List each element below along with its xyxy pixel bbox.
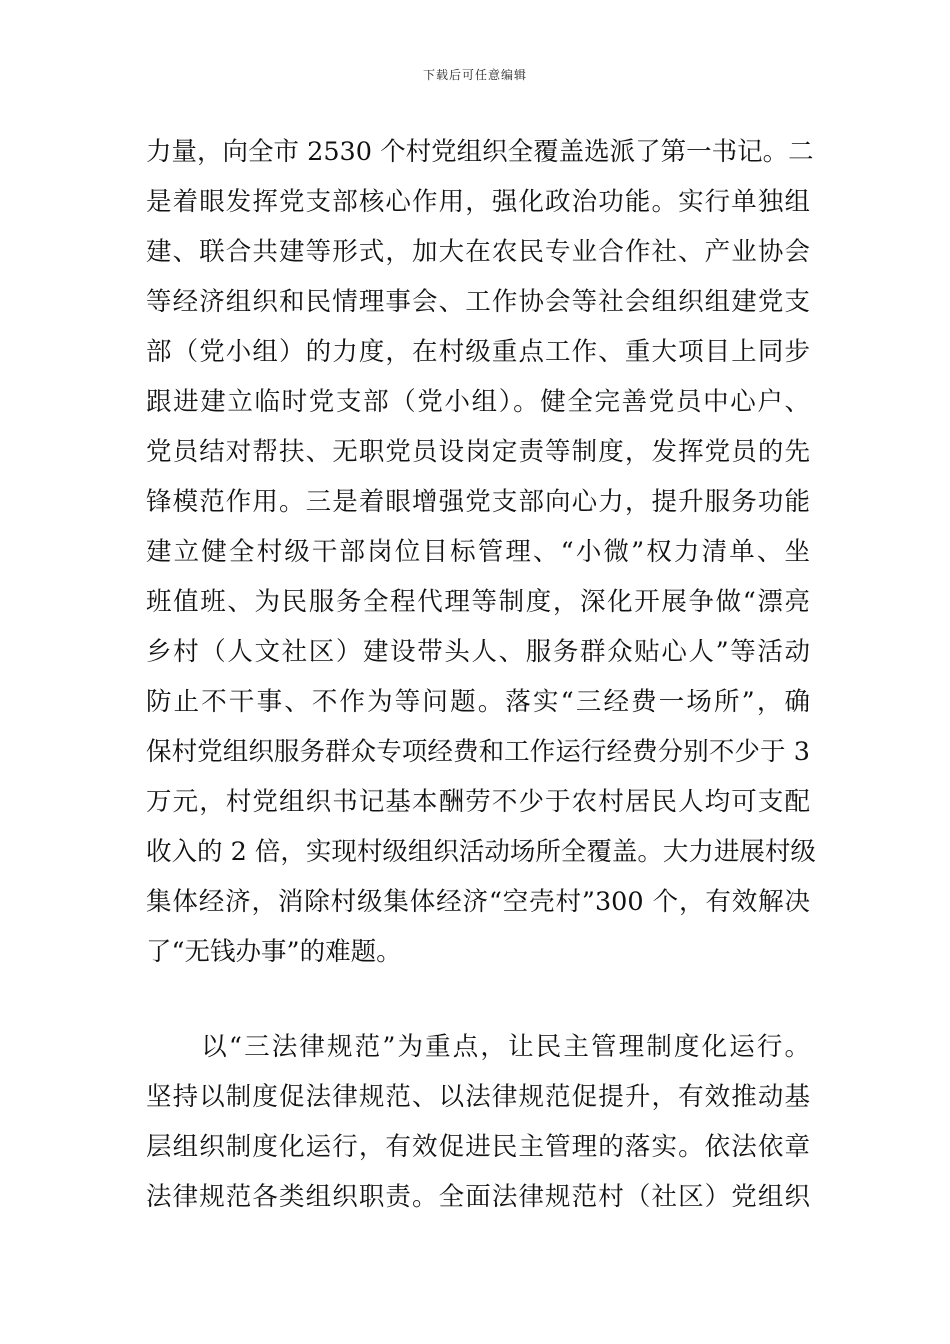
text-line: 建、联合共建等形式，加大在农民专业合作社、产业协会 — [146, 237, 810, 267]
text-line: 乡村（人文社区）建设带头人、服务群众贴心人”等活动 — [146, 637, 810, 667]
text-line: 以“三法律规范”为重点，让民主管理制度化运行。 — [146, 1032, 810, 1062]
text-line: 等经济组织和民情理事会、工作协会等社会组织组建党支 — [146, 287, 810, 317]
text-line: 收入的 2 倍，实现村级组织活动场所全覆盖。大力进展村级 — [146, 837, 816, 867]
text-line: 跟进建立临时党支部（党小组）。健全完善党员中心户、 — [146, 387, 810, 417]
text-line: 保村党组织服务群众专项经费和工作运行经费分别不少于 3 — [146, 737, 810, 767]
text-line: 坚持以制度促法律规范、以法律规范促提升，有效推动基 — [146, 1082, 810, 1112]
text-line: 万元，村党组织书记基本酬劳不少于农村居民人均可支配 — [146, 787, 810, 817]
text-line: 部（党小组）的力度，在村级重点工作、重大项目上同步 — [146, 337, 810, 367]
text-line: 防止不干事、不作为等问题。落实“三经费一场所”，确 — [146, 687, 810, 717]
text-line: 建立健全村级干部岗位目标管理、“小微”权力清单、坐 — [146, 537, 810, 567]
text-line: 班值班、为民服务全程代理等制度，深化开展争做“漂亮 — [146, 587, 810, 617]
text-line: 集体经济，消除村级集体经济“空壳村”300 个，有效解决 — [146, 887, 810, 917]
header-note: 下载后可任意编辑 — [422, 68, 527, 82]
text-line: 锋模范作用。三是着眼增强党支部向心力，提升服务功能 — [146, 487, 810, 517]
paragraph-2 — [146, 1022, 810, 1222]
text-line: 法律规范各类组织职责。全面法律规范村（社区）党组织 — [146, 1182, 810, 1212]
text-line: 层组织制度化运行，有效促进民主管理的落实。依法依章 — [146, 1132, 810, 1162]
text-line: 是着眼发挥党支部核心作用，强化政治功能。实行单独组 — [146, 187, 810, 217]
text-line: 力量，向全市 2530 个村党组织全覆盖选派了第一书记。二 — [146, 137, 814, 167]
paragraph-1 — [146, 127, 816, 977]
text-line: 了“无钱办事”的难题。 — [146, 937, 402, 967]
text-line: 党员结对帮扶、无职党员设岗定责等制度，发挥党员的先 — [146, 437, 810, 467]
